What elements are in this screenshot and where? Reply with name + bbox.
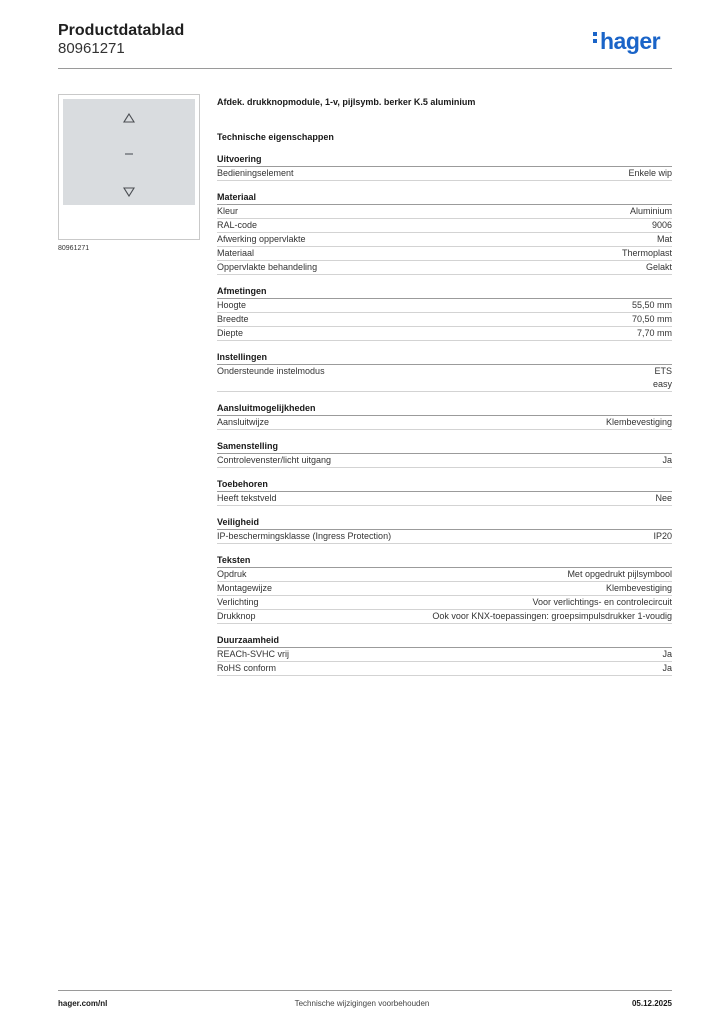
spec-row: [217, 596, 672, 610]
spec-row: [217, 416, 672, 430]
section-heading: Samenstelling: [217, 440, 672, 454]
section-heading: Duurzaamheid: [217, 634, 672, 648]
spec-label: Heeft tekstveld: [217, 493, 277, 503]
spec-row: [217, 247, 672, 261]
spec-value: [630, 205, 672, 218]
spec-section: [217, 554, 672, 624]
image-caption: 80961271: [58, 245, 90, 252]
spec-row: [217, 261, 672, 275]
spec-content: [217, 96, 672, 676]
spec-row: [217, 167, 672, 181]
spec-row: [217, 492, 672, 506]
spec-value-line: Voor verlichtings- en controlecircuit: [532, 597, 672, 607]
spec-label: RAL-code: [217, 220, 258, 230]
spec-section: [217, 153, 672, 181]
spec-row: [217, 648, 672, 662]
spec-value: [632, 299, 672, 312]
spec-label: Diepte: [217, 328, 244, 338]
spec-value-line: Ja: [662, 455, 672, 465]
section-heading: Veiligheid: [217, 516, 672, 530]
spec-label: REACh-SVHC vrij: [217, 649, 290, 659]
spec-value: [567, 568, 672, 581]
spec-value: [662, 454, 672, 467]
spec-value: [657, 233, 672, 246]
spec-label: Oppervlakte behandeling: [217, 262, 318, 272]
spec-label: Kleur: [217, 206, 239, 216]
spec-value: [606, 416, 672, 429]
spec-label: Breedte: [217, 314, 249, 324]
spec-sections: [217, 153, 672, 676]
spec-label: Ondersteunde instelmodus: [217, 366, 325, 376]
spec-label: Hoogte: [217, 300, 247, 310]
spec-section: [217, 285, 672, 341]
switch-plate: [63, 99, 195, 205]
section-heading: Teksten: [217, 554, 672, 568]
spec-label: Aansluitwijze: [217, 417, 270, 427]
spec-row: [217, 610, 672, 624]
spec-value: [632, 313, 672, 326]
spec-row: [217, 568, 672, 582]
spec-row: [217, 219, 672, 233]
spec-section: [217, 191, 672, 275]
spec-value-line: 70,50 mm: [631, 314, 672, 324]
spec-value: [628, 167, 672, 180]
spec-section: [217, 478, 672, 506]
product-title: Afdek. drukknopmodule, 1-v, pijlsymb. berker K.5 aluminium: [217, 97, 476, 107]
spec-value-line: Aluminium: [629, 206, 672, 216]
spec-section: [217, 440, 672, 468]
footer-disclaimer: Technische wijzigingen voorbehouden: [294, 999, 430, 1008]
spec-label: IP-beschermingsklasse (Ingress Protection): [217, 531, 392, 541]
spec-value-line: Thermoplast: [621, 248, 672, 258]
spec-value-line: 7,70 mm: [636, 328, 672, 338]
spec-row: [217, 233, 672, 247]
spec-label: Controlevenster/licht uitgang: [217, 455, 332, 465]
spec-value: [646, 261, 672, 274]
spec-value: [653, 530, 672, 543]
spec-value: [662, 662, 672, 675]
arrow-up-icon: [123, 113, 135, 123]
spec-value-line: Nee: [655, 493, 672, 503]
spec-row: [217, 327, 672, 341]
indicator-dash: [125, 153, 133, 155]
spec-value: [622, 247, 672, 260]
spec-section: [217, 351, 672, 392]
arrow-down-icon: [123, 187, 135, 197]
spec-section: [217, 634, 672, 676]
section-heading: Aansluitmogelijkheden: [217, 402, 672, 416]
spec-label: RoHS conform: [217, 663, 277, 673]
spec-value: [606, 582, 672, 595]
footer-divider: [58, 990, 672, 991]
spec-value-line: IP20: [653, 531, 672, 541]
footer-website[interactable]: hager.com/nl: [58, 999, 108, 1008]
spec-label: Verlichting: [217, 597, 259, 607]
spec-value-line: Ja: [662, 663, 672, 673]
spec-label: Opdruk: [217, 569, 247, 579]
spec-row: [217, 662, 672, 676]
product-number: 80961271: [58, 40, 125, 57]
spec-value-line: 9006: [651, 220, 672, 230]
footer-date: 05.12.2025: [631, 999, 672, 1008]
spec-value-line: 55,50 mm: [631, 300, 672, 310]
spec-row: [217, 205, 672, 219]
spec-label: Montagewijze: [217, 583, 273, 593]
section-heading: Materiaal: [217, 191, 672, 205]
spec-value: [662, 648, 672, 661]
section-heading: Toebehoren: [217, 478, 672, 492]
section-heading: Afmetingen: [217, 285, 672, 299]
spec-label: Materiaal: [217, 248, 255, 258]
hager-logo: [593, 28, 660, 55]
spec-row: [217, 313, 672, 327]
spec-value: [652, 219, 672, 232]
product-image: [58, 94, 200, 240]
spec-label: Drukknop: [217, 611, 256, 621]
header-divider: [58, 68, 672, 69]
spec-section: [217, 402, 672, 430]
spec-value: [432, 610, 672, 623]
spec-value-line: ETS: [654, 366, 672, 376]
spec-value-line: easy: [652, 379, 672, 389]
spec-value-line: Gelakt: [645, 262, 672, 272]
spec-row: [217, 582, 672, 596]
spec-value: [637, 327, 672, 340]
spec-row: [217, 530, 672, 544]
spec-value-line: Ook voor KNX-toepassingen: groepsimpulsdrukker 1-voudig: [432, 611, 672, 621]
section-heading: Instellingen: [217, 351, 672, 365]
spec-label: Bedieningselement: [217, 168, 294, 178]
spec-section: [217, 516, 672, 544]
spec-value-line: Ja: [662, 649, 672, 659]
spec-value-line: Klembevestiging: [605, 417, 672, 427]
logo-text: hager: [600, 28, 661, 54]
spec-value-line: Met opgedrukt pijlsymbool: [567, 569, 672, 579]
section-heading: Uitvoering: [217, 153, 672, 167]
spec-row: [217, 365, 672, 392]
page-title: Productdatablad: [58, 22, 185, 39]
spec-value: [532, 596, 672, 609]
spec-value-line: Klembevestiging: [605, 583, 672, 593]
spec-value-line: Mat: [656, 234, 672, 244]
spec-value: [653, 365, 672, 391]
tech-properties-title: Technische eigenschappen: [217, 132, 334, 142]
spec-value: [655, 492, 672, 505]
spec-row: [217, 454, 672, 468]
spec-value-line: Enkele wip: [628, 168, 672, 178]
spec-label: Afwerking oppervlakte: [217, 234, 306, 244]
spec-row: [217, 299, 672, 313]
